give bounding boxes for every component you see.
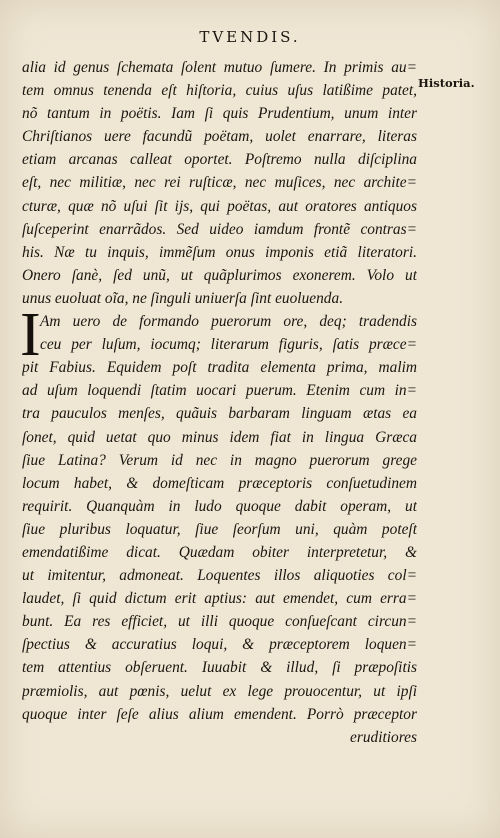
- text-line: tem attentius obſeruent. Iuuabit & illud, ſi præpoſitis: [22, 659, 417, 677]
- text-line: alia id genus ſchemata ſolent mutuo ſumere. In primis au=: [22, 59, 417, 76]
- text-line: emendatißime dicat. Quædam obiter interpretetur, &: [22, 543, 417, 561]
- text-line: ſiue Latina? Verum id nec in magno puerorum grege: [22, 451, 417, 469]
- text-line: tra pauculos menſes, quãuis barbaram linguam ætas ea: [22, 405, 417, 423]
- text-line: requirit. Quanquàm in ludo quoque dabit operam, ut: [22, 497, 417, 515]
- text-line: eſt, nec militiæ, nec rei ruſticæ, nec muſices, nec archite=: [22, 174, 417, 192]
- text-line: cturæ, quæ nõ uſui ſit ijs, qui poëtas, aut oratores antiquos: [22, 197, 417, 215]
- text-line: ſpectius & accuratius loqui, & præceptorem loquen=: [22, 636, 417, 654]
- text-line: bunt. Ea res efficiet, ut illi quoque conſueſcant circun=: [22, 613, 417, 631]
- text-line: ſuſceperint enarrãdos. Sed uideo iamdum frontẽ contras=: [22, 220, 417, 238]
- text-line: quoque inter ſeſe alius alium emendent. Porrò præceptor: [22, 705, 417, 723]
- text-line: tem omnus tenenda eſt hiſtoria, cuius uſus latißime patet,: [22, 82, 417, 100]
- running-header: TVENDIS.: [199, 28, 301, 46]
- text-line: ceu per luſum, iocumq; literarum figuris, ſatis præce=: [40, 336, 417, 354]
- text-line: Am uero de formando puerorum ore, deq; tradendis: [40, 313, 417, 331]
- text-line: ad uſum loquendi ſtatim uocari puerum. Etenim cum in=: [22, 382, 417, 400]
- text-line: etiam arcanas calleat oportet. Poſtremo nulla diſciplina: [22, 151, 417, 169]
- text-line: laudet, ſi quid dictum erit aptius: aut emendet, cum erra=: [22, 590, 417, 608]
- margin-note-historia: Historia.: [418, 76, 475, 90]
- text-line: his. Næ tu inquis, immẽſum onus imponis etiã literatori.: [22, 243, 417, 261]
- catchword: eruditiores: [350, 728, 417, 746]
- text-line: nõ tantum in poëtis. Iam ſi quis Prudentium, unum inter: [22, 105, 417, 123]
- text-line: ut imitentur, admoneat. Loquentes illos aliquoties col=: [22, 567, 417, 585]
- body-text: [22, 56, 417, 749]
- text-line: ſiue pluribus loquatur, ſiue ſeorſum uni, quàm poteſt: [22, 520, 417, 538]
- text-line: præmiolis, aut pœnis, uelut ex lege prouocentur, ut ipſi: [22, 682, 417, 700]
- text-line: Onero ſanè, ſed unũ, ut quãplurimos exonerem. Volo ut: [22, 266, 417, 284]
- text-line: pit Fabius. Equidem poſt tradita elementa prima, malim: [22, 359, 417, 377]
- text-line: ſonet, quid uetat quo minus idem fiat in lingua Græca: [22, 428, 417, 446]
- drop-cap-initial: I: [20, 301, 41, 369]
- text-line: locum habet, & domeſticam præceptoris conſuetudinem: [22, 474, 417, 492]
- text-line: Chriſtianos uere facundũ poëtam, uolet enarrare, literas: [22, 128, 417, 146]
- text-line: unus euoluat oĩa, ne ſinguli uniuerſa ſint euoluenda.: [22, 289, 344, 307]
